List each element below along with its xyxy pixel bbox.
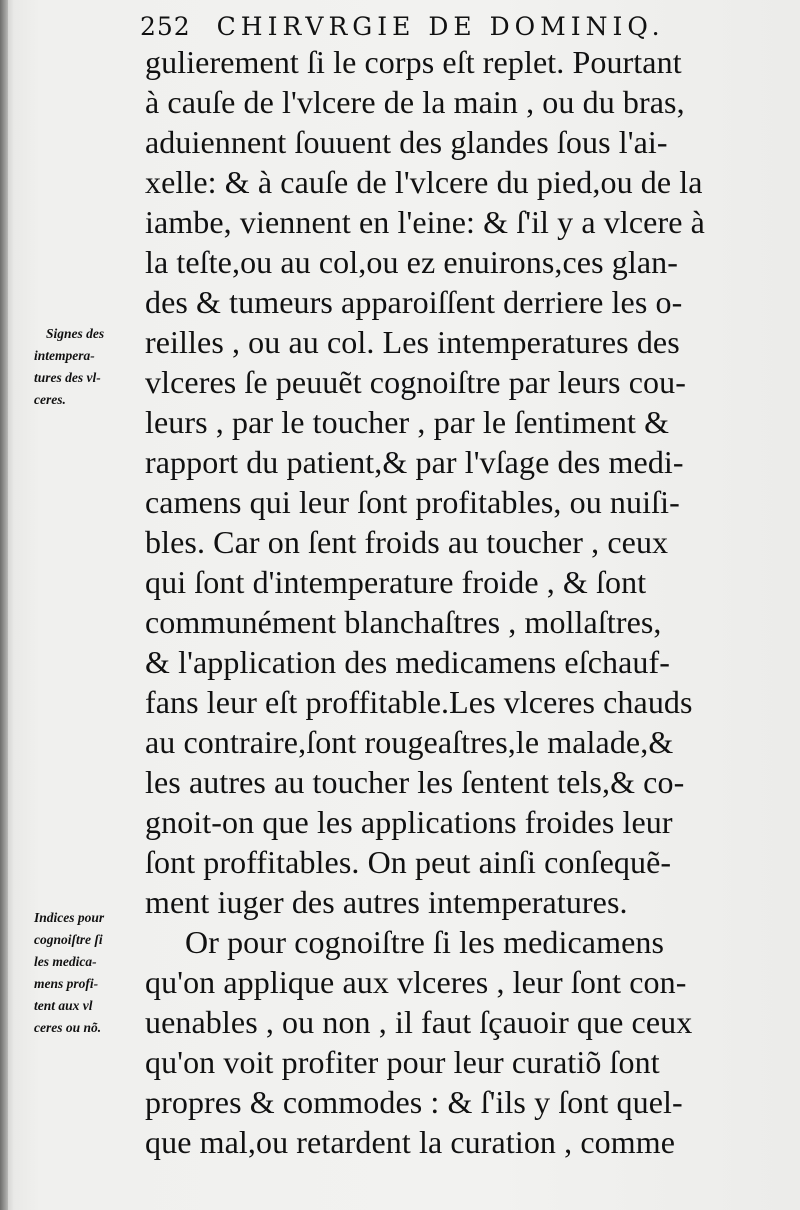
marginal-note-indices (34, 907, 104, 1039)
text-line: bles. Car on ſent froids au toucher , ceux (145, 524, 669, 560)
text-line: vlceres ſe peuuẽt cognoiſtre par leurs cou- (145, 364, 686, 400)
marginal-note-line: mens profi- (34, 976, 99, 991)
text-line: reilles , ou au col. Les intemperatures des (145, 324, 680, 360)
text-line: ſont proffitables. On peut ainſi conſequẽ- (145, 844, 672, 880)
text-line: propres & commodes : & ſ'ils y ſont quel- (145, 1084, 683, 1120)
marginal-note-line: cognoiſtre ſi (34, 932, 103, 947)
running-head: CHIRVRGIE DE DOMINIQ. (216, 12, 665, 41)
text-line: leurs , par le toucher , par le ſentiment & (145, 404, 670, 440)
marginal-note-line: intempera- (34, 348, 95, 363)
marginal-note-line: tent aux vl (34, 998, 93, 1013)
marginal-note-line: ceres. (34, 392, 66, 407)
text-line: ment iuger des autres intemperatures. (145, 884, 628, 920)
text-line: aduiennent ſouuent des glandes ſous l'ai- (145, 124, 668, 160)
body-text (145, 42, 737, 1162)
text-line: gulierement ſi le corps eſt replet. Pourtant (145, 44, 682, 80)
text-line: communément blanchaſtres , mollaſtres, (145, 604, 662, 640)
marginal-note-line: Signes des (46, 326, 105, 341)
text-line: au contraire,ſont rougeaſtres,le malade,& (145, 724, 674, 760)
text-line: la teſte,ou au col,ou ez enuirons,ces glan- (145, 244, 678, 280)
marginal-note-signes (34, 323, 104, 411)
text-line: uenables , ou non , il faut ſçauoir que ceux (145, 1004, 693, 1040)
marginal-note-line: tures des vl- (34, 370, 101, 385)
marginal-note-line: Indices pour (34, 910, 105, 925)
text-line: qu'on applique aux vlceres , leur ſont con- (145, 964, 687, 1000)
page-header (140, 12, 665, 41)
text-line: fans leur eſt proffitable.Les vlceres chauds (145, 684, 693, 720)
text-line: & l'application des medicamens eſchauf- (145, 644, 671, 680)
text-line-paragraph-start: Or pour cognoiſtre ſi les medicamens (185, 924, 665, 960)
text-line: rapport du patient,& par l'vſage des medi- (145, 444, 684, 480)
text-line: gnoit-on que les applications froides leur (145, 804, 673, 840)
text-line: iambe, viennent en l'eine: & ſ'il y a vlcere à (145, 204, 705, 240)
marginal-note-line: ceres ou nõ. (34, 1020, 102, 1035)
text-line: à cauſe de l'vlcere de la main , ou du bras, (145, 84, 685, 120)
marginal-note-line: les medica- (34, 954, 97, 969)
text-line: qui ſont d'intemperature froide , & ſont (145, 564, 647, 600)
page-number: 252 (140, 12, 191, 41)
book-spine-shadow (0, 0, 8, 1210)
text-line: que mal,ou retardent la curation , comme (145, 1124, 676, 1160)
text-line: qu'on voit profiter pour leur curatiõ ſont (145, 1044, 660, 1080)
text-line: les autres au toucher les ſentent tels,& co- (145, 764, 685, 800)
text-line: des & tumeurs apparoiſſent derriere les o- (145, 284, 683, 320)
text-line: camens qui leur ſont profitables, ou nuiſi- (145, 484, 680, 520)
text-line: xelle: & à cauſe de l'vlcere du pied,ou de la (145, 164, 703, 200)
